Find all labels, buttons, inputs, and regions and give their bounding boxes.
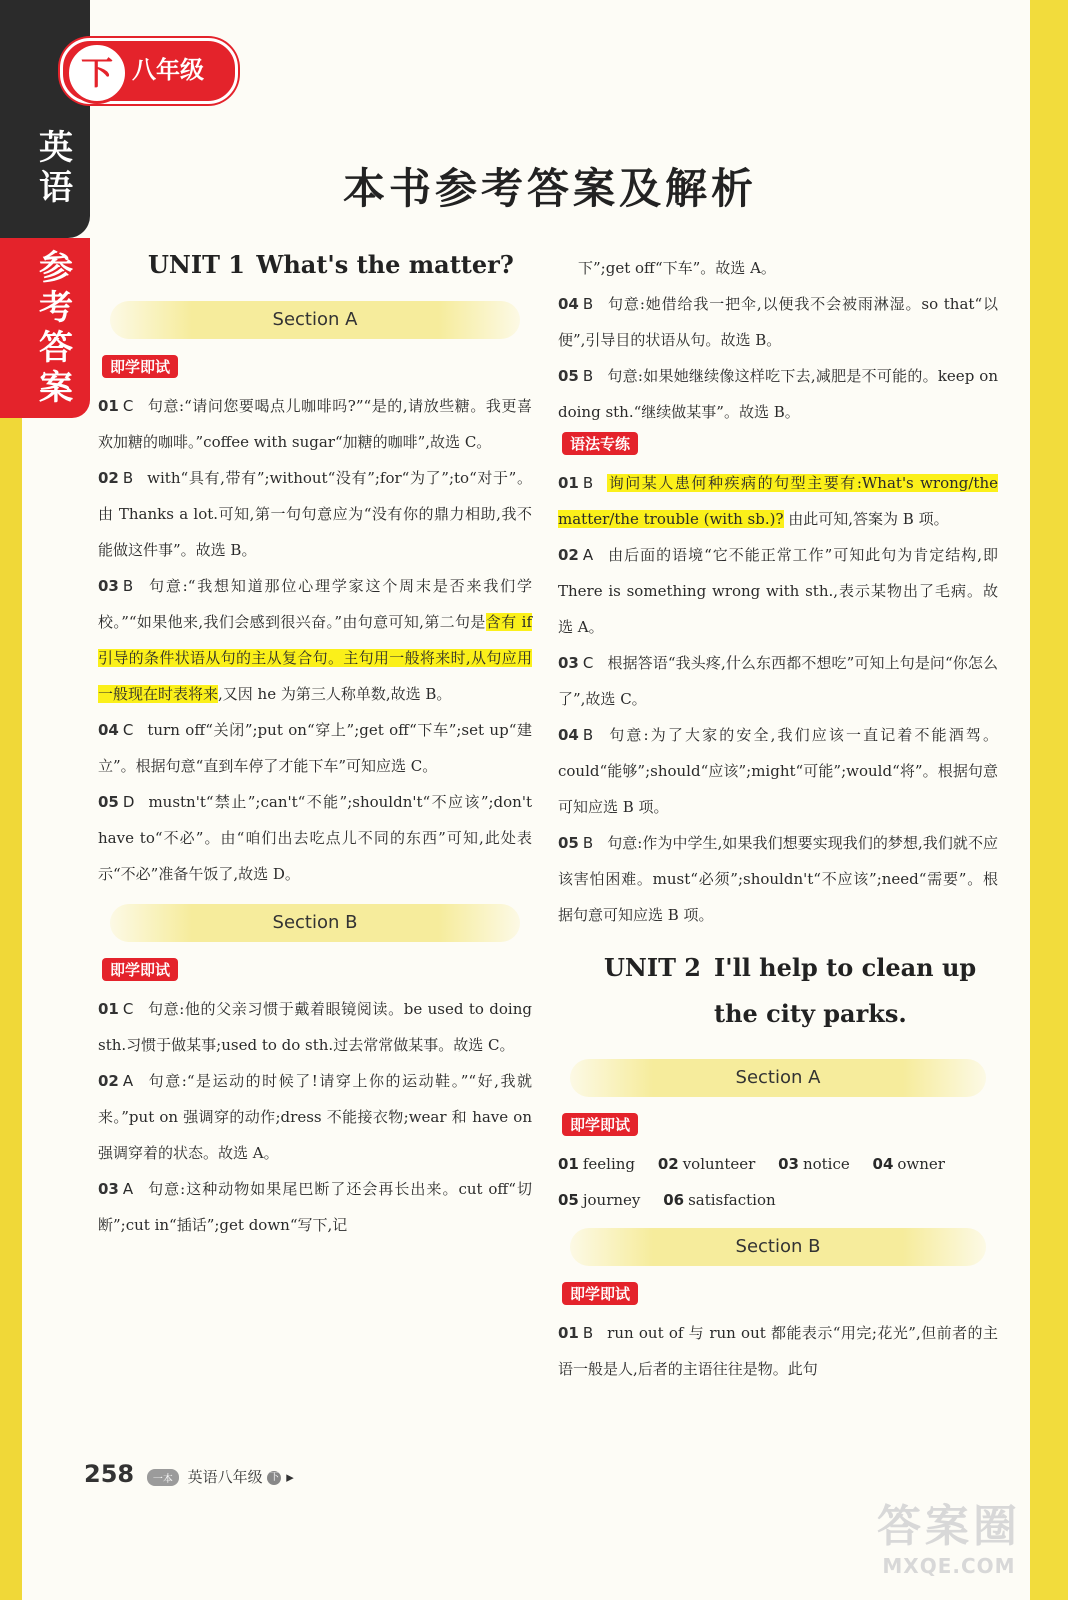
unit-title: What's the matter? bbox=[256, 250, 514, 279]
word-answers-row: 05 journey 06 satisfaction bbox=[558, 1191, 776, 1209]
answer-item: 01 C 句意:“请问您要喝点儿咖啡吗?”“是的,请放些糖。我更喜欢加糖的咖啡。”coffee with sugar“加糖的咖啡”,故选 C。 bbox=[98, 397, 532, 451]
answer-item: 05 B 句意:如果她继续像这样吃下去,减肥是不可能的。keep on doing sth.“继续做某事”。故选 B。 bbox=[558, 367, 998, 421]
answer-item: 03 B 句意:“我想知道那位心理学家这个周末是否来我们学校。”“如果他来,我们会感到很兴奋。”由句意可知,第二句是含有 if 引导的条件状语从句的主从复合句。主句用一般将来时,从句应用一般现在时表将来,又因 he 为第三人称单数,故选 B。 bbox=[98, 577, 532, 703]
book-subject: 英语八年级 bbox=[187, 1468, 263, 1486]
answer-item: 03 A 句意:这种动物如果尾巴断了还会再长出来。cut off“切断”;cut in“插话”;get down“写下,记 bbox=[98, 1180, 532, 1234]
grade-label: 八年级 bbox=[132, 56, 204, 84]
practice-tag: 即学即试 bbox=[102, 355, 178, 378]
side-label-subject: 英语 bbox=[39, 128, 73, 208]
side-label-answers: 参考答案 bbox=[39, 248, 73, 408]
answer-item: 02 A 由后面的语境“它不能正常工作”可知此句为肯定结构,即 There is something wrong with sth.,表示某物出了毛病。故选 A。 bbox=[558, 546, 998, 636]
practice-tag: 即学即试 bbox=[562, 1282, 638, 1305]
watermark bbox=[874, 1490, 1024, 1578]
practice-tag: 即学即试 bbox=[102, 958, 178, 981]
highlighted-text: 含有 if 引导的条件状语从句的主从复合句。主句用一般将来时,从句应用一般现在时表将来 bbox=[98, 613, 532, 703]
answer-item: 04 C turn off“关闭”;put on“穿上”;get off“下车”;set up“建立”。根据句意“直到车停了才能下车”可知应选 C。 bbox=[98, 721, 532, 775]
watermark-logo: 答案圈 bbox=[877, 1501, 1021, 1552]
answer-item: 02 A 句意:“是运动的时候了!请穿上你的运动鞋。”“好,我就来。”put on 强调穿的动作;dress 不能接衣物;wear 和 have on 强调穿着的状态。故选 A。 bbox=[98, 1072, 532, 1162]
highlighted-text: 询问某人患何种疾病的句型主要有:What's wrong/the matter/the trouble (with sb.)? bbox=[558, 474, 998, 528]
volume-mark: 下 bbox=[269, 1471, 280, 1483]
unit-number: UNIT 2 bbox=[604, 953, 702, 982]
answer-item: 05 B 句意:作为中学生,如果我们想要实现我们的梦想,我们就不应该害怕困难。must“必须”;shouldn't“不应该”;need“需要”。根据句意可知应选 B 项。 bbox=[558, 834, 998, 924]
answer-item: 05 D mustn't“禁止”;can't“不能”;shouldn't“不应该”;don't have to“不必”。由“咱们出去吃点儿不同的东西”可知,此处表示“不必”准备午饭了,故选 D。 bbox=[98, 793, 532, 883]
continued-text: 下”;get off“下车”。故选 A。 bbox=[578, 259, 776, 277]
unit-title-line-1: I'll help to clean up bbox=[714, 953, 977, 982]
grammar-tag: 语法专练 bbox=[562, 432, 638, 455]
section-a-bar: Section A bbox=[110, 301, 520, 339]
answer-item: 01 B 询问某人患何种疾病的句型主要有:What's wrong/the matter/the trouble (with sb.)? 由此可知,答案为 B 项。 bbox=[558, 474, 998, 528]
watermark-url: MXQE.COM bbox=[882, 1554, 1016, 1578]
unit-2-heading bbox=[604, 945, 998, 1037]
answer-item: 04 B 句意:她借给我一把伞,以便我不会被雨淋湿。so that“以便”,引导目的状语从句。故选 B。 bbox=[558, 295, 998, 349]
yellow-left-strip bbox=[0, 415, 22, 1600]
page-footer bbox=[84, 1460, 294, 1488]
unit-1-heading bbox=[148, 250, 532, 279]
section-b-bar: Section B bbox=[110, 904, 520, 942]
right-column bbox=[558, 250, 998, 1387]
unit-title-line-2: the city parks. bbox=[714, 999, 907, 1028]
page-title: 本书参考答案及解析 bbox=[342, 164, 757, 213]
answer-item: 01 B run out of 与 run out 都能表示“用完;花光”,但前者的主语一般是人,后者的主语往往是物。此句 bbox=[558, 1324, 998, 1378]
yellow-edge-strip bbox=[1030, 0, 1068, 1600]
practice-tag: 即学即试 bbox=[562, 1113, 638, 1136]
answer-item: 04 B 句意:为了大家的安全,我们应该一直记着不能酒驾。could“能够”;should“应该”;might“可能”;would“将”。根据句意可知应选 B 项。 bbox=[558, 726, 998, 816]
section-a-bar: Section A bbox=[570, 1059, 986, 1097]
page-number: 258 bbox=[84, 1460, 135, 1488]
word-answers-row: 01 feeling 02 volunteer 03 notice 04 owner bbox=[558, 1155, 945, 1173]
left-column bbox=[98, 250, 532, 1243]
volume-badge: 下 bbox=[66, 42, 128, 104]
arrow-right-icon: ▸ bbox=[286, 1468, 294, 1486]
series-badge: 一本 bbox=[147, 1469, 179, 1486]
section-b-bar: Section B bbox=[570, 1228, 986, 1266]
answer-item: 01 C 句意:他的父亲习惯于戴着眼镜阅读。be used to doing sth.习惯于做某事;used to do sth.过去常常做某事。故选 C。 bbox=[98, 1000, 532, 1054]
answer-item: 02 B with“具有,带有”;without“没有”;for“为了”;to“对于”。由 Thanks a lot.可知,第一句句意应为“没有你的鼎力相助,我不能做这件事”。故选 B。 bbox=[98, 469, 532, 559]
unit-number: UNIT 1 bbox=[148, 250, 246, 279]
answer-item: 03 C 根据答语“我头疼,什么东西都不想吃”可知上句是问“你怎么了”,故选 C。 bbox=[558, 654, 998, 708]
